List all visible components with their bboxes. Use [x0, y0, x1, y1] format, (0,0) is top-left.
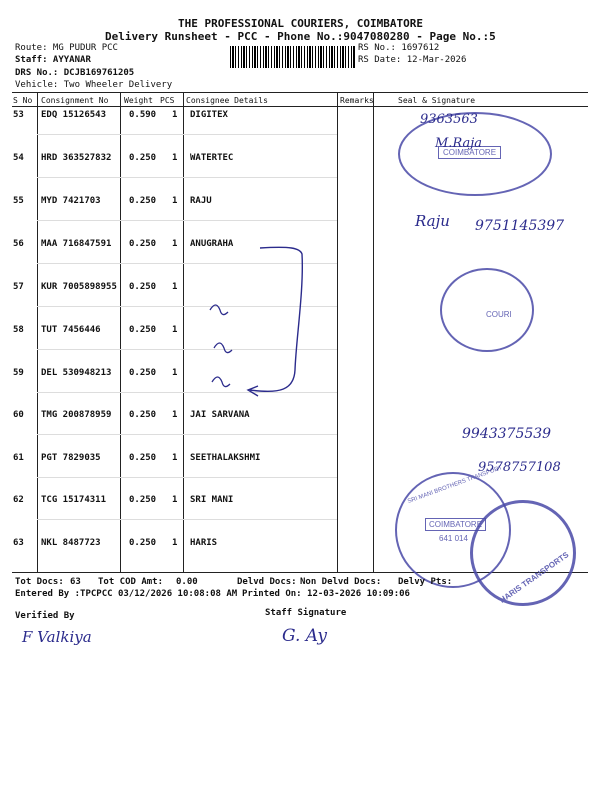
row-consignment-no: EDQ 15126543 — [41, 110, 107, 120]
row-weight: 0.250 — [129, 368, 157, 378]
row-consignment-no: DEL 530948213 — [41, 368, 112, 378]
row-pcs: 1 — [172, 368, 178, 378]
row-consignee: JAI SARVANA — [190, 410, 250, 420]
tot-docs-value: 63 — [70, 577, 81, 587]
rs-number: RS No.: 1697612 — [358, 43, 440, 53]
stamp-ring-text: SRI MANI BROTHERS TRANSPORT — [406, 465, 504, 505]
row-weight: 0.250 — [129, 538, 157, 548]
staff-signature-label: Staff Signature — [265, 608, 347, 618]
row-consignee: ANUGRAHA — [190, 239, 234, 249]
vehicle-label: Vehicle: Two Wheeler Delivery — [15, 80, 173, 90]
stamp-text: COIMBATORE — [438, 146, 501, 159]
row-consignee: SEETHALAKSHMI — [190, 453, 261, 463]
handwritten-signature: Raju — [415, 212, 450, 230]
drs-number: DRS No.: DCJB169761205 — [15, 68, 135, 78]
table-top-border — [12, 92, 588, 93]
barcode — [230, 46, 356, 68]
row-pcs: 1 — [172, 325, 178, 335]
col-divider — [373, 92, 374, 572]
row-consignment-no: TCG 15174311 — [41, 495, 107, 505]
tot-cod-label: Tot COD Amt: — [98, 577, 164, 587]
tot-docs-label: Tot Docs: — [15, 577, 64, 587]
col-divider — [337, 92, 338, 572]
row-consignee: WATERTEC — [190, 153, 234, 163]
row-pcs: 1 — [172, 196, 178, 206]
col-header-remarks: Remarks — [340, 96, 374, 105]
row-pcs: 1 — [172, 495, 178, 505]
staff-label: Staff: AYYANAR — [15, 55, 91, 65]
row-weight: 0.250 — [129, 453, 157, 463]
row-consignment-no: HRD 363527832 — [41, 153, 112, 163]
stamp-pin-text: 641 014 — [439, 534, 468, 543]
handwritten-phone: 9578757108 — [478, 460, 561, 475]
row-consignment-no: NKL 8487723 — [41, 538, 101, 548]
handwritten-phone: 9751145397 — [475, 218, 565, 234]
row-separator — [37, 177, 337, 178]
row-consignment-no: TUT 7456446 — [41, 325, 101, 335]
runsheet-title: Delivery Runsheet - PCC - Phone No.:9047080280 - Page No.:5 — [105, 30, 496, 43]
row-weight: 0.250 — [129, 325, 157, 335]
col-header-consignment: Consignment No — [41, 96, 109, 105]
row-consignment-no: PGT 7829035 — [41, 453, 101, 463]
row-consignee: RAJU — [190, 196, 212, 206]
verified-signature: F Valkiya — [22, 628, 92, 646]
row-sno: 53 — [13, 110, 24, 120]
row-consignee: DIGITEX — [190, 110, 228, 120]
row-consignee: HARIS — [190, 538, 218, 548]
col-divider — [37, 92, 38, 572]
row-sno: 58 — [13, 325, 24, 335]
row-weight: 0.250 — [129, 282, 157, 292]
row-separator — [37, 434, 337, 435]
row-pcs: 1 — [172, 153, 178, 163]
staff-signature: G. Ay — [282, 626, 327, 646]
stamp-text: COURI — [486, 310, 512, 319]
handwritten-phone: 9363563 — [420, 112, 478, 127]
row-pcs: 1 — [172, 110, 178, 120]
handwritten-name: M.Raja — [435, 136, 483, 151]
delvy-pts-label: Delvy Pts: — [398, 577, 453, 587]
row-sno: 61 — [13, 453, 24, 463]
row-weight: 0.250 — [129, 239, 157, 249]
row-weight: 0.250 — [129, 410, 157, 420]
row-separator — [37, 134, 337, 135]
row-weight: 0.250 — [129, 495, 157, 505]
row-sno: 56 — [13, 239, 24, 249]
row-separator — [37, 220, 337, 221]
row-consignee: SRI MANI — [190, 495, 234, 505]
col-divider — [120, 92, 121, 572]
col-header-seal-signature: Seal & Signature — [398, 96, 476, 105]
row-pcs: 1 — [172, 453, 178, 463]
courier-stamp — [440, 268, 534, 352]
row-weight: 0.250 — [129, 196, 157, 206]
row-sno: 54 — [13, 153, 24, 163]
row-consignment-no: MYD 7421703 — [41, 196, 101, 206]
row-sno: 57 — [13, 282, 24, 292]
col-header-pcs: PCS — [160, 96, 175, 105]
row-separator — [37, 519, 337, 520]
handwritten-phone: 9943375539 — [462, 426, 552, 442]
row-sno: 55 — [13, 196, 24, 206]
row-pcs: 1 — [172, 538, 178, 548]
company-name: THE PROFESSIONAL COURIERS, COIMBATORE — [178, 17, 424, 30]
row-sno: 62 — [13, 495, 24, 505]
row-sno: 59 — [13, 368, 24, 378]
delvd-docs-label: Delvd Docs: — [237, 577, 297, 587]
row-weight: 0.250 — [129, 153, 157, 163]
header-bottom-border — [12, 106, 588, 107]
row-consignment-no: KUR 7005898955 — [41, 282, 117, 292]
printed-on: Printed On: 12-03-2026 10:09:06 — [242, 589, 410, 599]
row-separator — [37, 477, 337, 478]
row-pcs: 1 — [172, 410, 178, 420]
entered-by: Entered By :TPCPCC 03/12/2026 10:08:08 AM — [15, 589, 238, 599]
col-divider — [183, 92, 184, 572]
row-weight: 0.590 — [129, 110, 157, 120]
row-consignment-no: TMG 200878959 — [41, 410, 112, 420]
haris-stamp — [470, 500, 576, 606]
row-pcs: 1 — [172, 239, 178, 249]
col-header-weight: Weight — [124, 96, 153, 105]
col-header-sno: S No — [13, 96, 33, 105]
route-label: Route: MG PUDUR PCC — [15, 43, 118, 53]
handwritten-bracket — [200, 240, 320, 410]
tot-cod-value: 0.00 — [176, 577, 198, 587]
stamp-center-text: COIMBATORE — [425, 518, 486, 531]
rs-date: RS Date: 12-Mar-2026 — [358, 55, 467, 65]
verified-by-label: Verified By — [15, 611, 75, 621]
row-consignment-no: MAA 716847591 — [41, 239, 112, 249]
row-sno: 63 — [13, 538, 24, 548]
non-delvd-docs-label: Non Delvd Docs: — [300, 577, 382, 587]
stamp-ring-text: HARIS TRANSPORTS — [497, 550, 571, 605]
row-sno: 60 — [13, 410, 24, 420]
col-header-consignee: Consignee Details — [186, 96, 268, 105]
row-pcs: 1 — [172, 282, 178, 292]
